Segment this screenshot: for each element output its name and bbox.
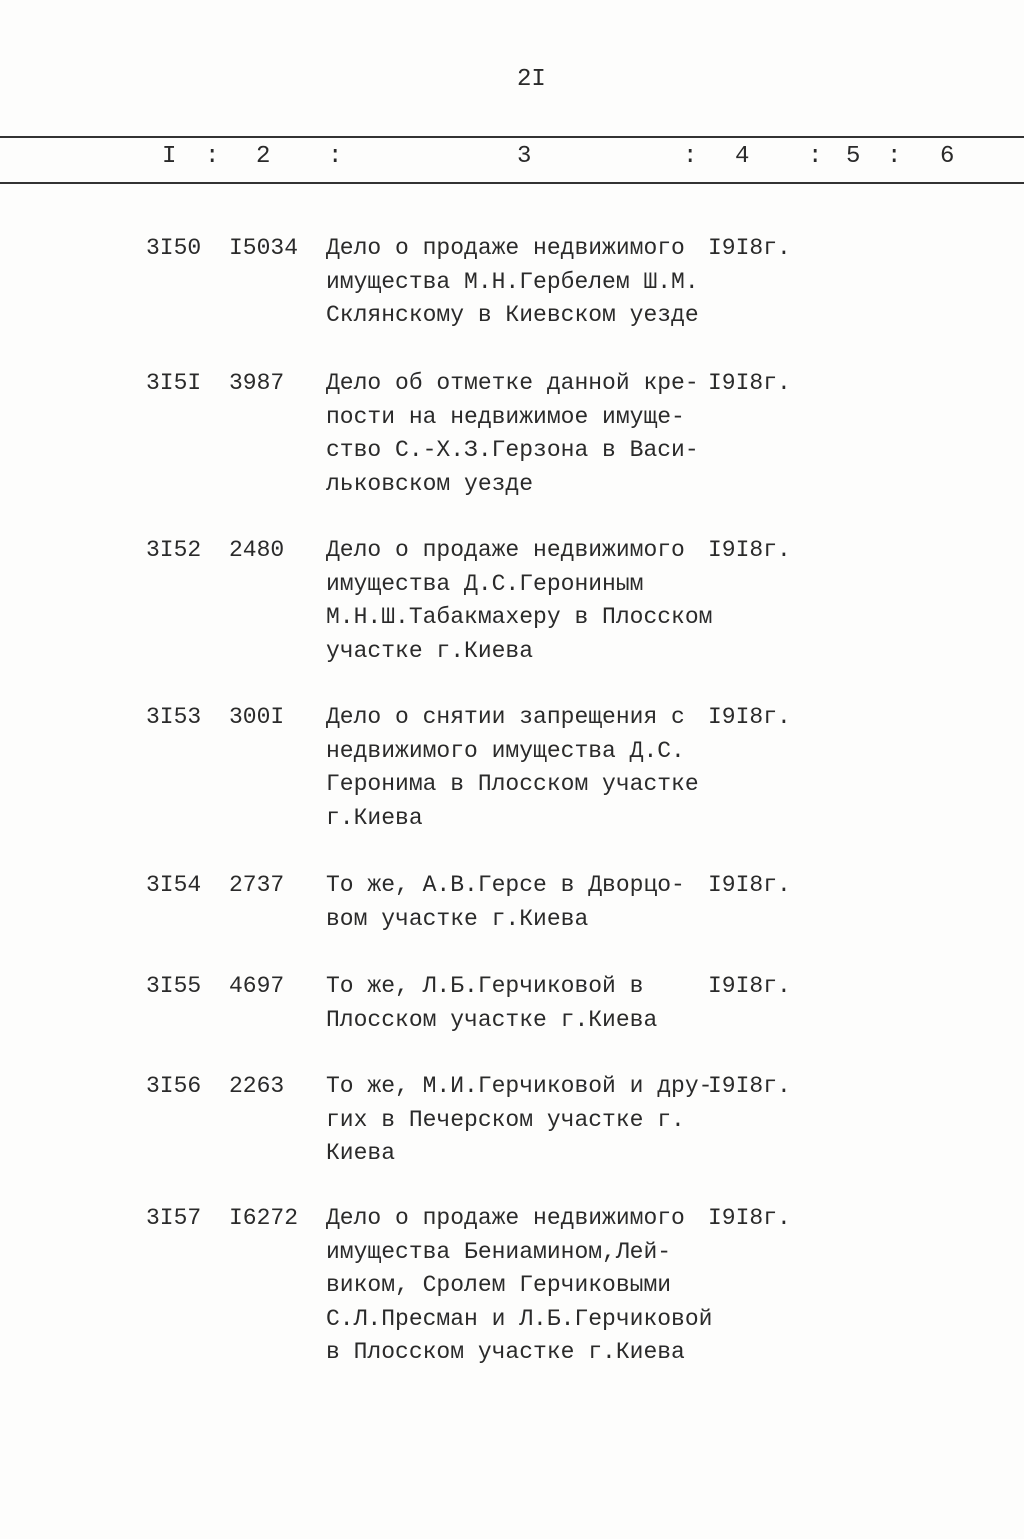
description-line: Дело о снятии запрещения с <box>326 704 685 730</box>
entry-year: I9I8г. <box>708 235 791 261</box>
entry-description <box>326 367 699 501</box>
description-line: участке г.Киева <box>326 637 534 664</box>
file-number: 300I <box>229 704 285 730</box>
column-separator: : <box>887 143 902 170</box>
description-line: гих в Печерском участке г. <box>326 1106 685 1133</box>
entry-number: 3I52 <box>146 537 202 563</box>
entry-description <box>326 970 657 1037</box>
entry-description <box>326 232 699 333</box>
column-separator: : <box>683 143 698 170</box>
entry-year: I9I8г. <box>708 704 791 730</box>
entry-description <box>326 1070 712 1171</box>
description-line: Дело о продаже недвижимого <box>326 235 685 261</box>
description-line: недвижимого имущества Д.С. <box>326 737 685 764</box>
description-line: вом участке г.Киева <box>326 905 589 932</box>
description-line: Склянскому в Киевском уезде <box>326 302 699 328</box>
entry-year: I9I8г. <box>708 1205 791 1231</box>
entry-description <box>326 869 685 936</box>
entry-year: I9I8г. <box>708 370 791 396</box>
column-separator: : <box>328 143 343 170</box>
description-line: Плосском участке г.Киева <box>326 1006 658 1033</box>
description-line: С.Л.Пресман и Л.Б.Герчиковой <box>326 1305 713 1332</box>
column-separator: : <box>205 143 220 170</box>
file-number: I6272 <box>229 1205 299 1231</box>
column-separator: : <box>808 143 823 170</box>
entry-year: I9I8г. <box>708 537 791 563</box>
entry-description <box>326 701 699 835</box>
entry-number: 3I50 <box>146 235 202 261</box>
column-header: 5 <box>846 143 861 170</box>
description-line: в Плосском участке г.Киева <box>326 1339 685 1365</box>
header-bottom-rule <box>0 182 1024 184</box>
entry-description <box>326 1202 712 1370</box>
entry-number: 3I57 <box>146 1205 202 1231</box>
file-number: 2737 <box>229 872 285 898</box>
column-header: 2 <box>256 143 271 170</box>
description-line: То же, Л.Б.Герчиковой в <box>326 973 644 999</box>
description-line: имущества М.Н.Гербелем Ш.М. <box>326 268 699 295</box>
description-line: То же, М.И.Герчиковой и дру- <box>326 1073 713 1099</box>
description-line: Дело о продаже недвижимого <box>326 537 685 563</box>
entry-year: I9I8г. <box>708 1073 791 1099</box>
file-number: 2480 <box>229 537 285 563</box>
entry-number: 3I5I <box>146 370 202 396</box>
column-header: 6 <box>940 143 955 170</box>
column-header: 4 <box>735 143 750 170</box>
file-number: 4697 <box>229 973 285 999</box>
description-line: То же, А.В.Герсе в Дворцо- <box>326 872 685 898</box>
entry-description <box>326 534 712 668</box>
description-line: льковском уезде <box>326 470 534 497</box>
description-line: Киева <box>326 1140 396 1166</box>
description-line: ство С.-Х.З.Герзона в Васи- <box>326 437 699 463</box>
description-line: Геронима в Плосском участке <box>326 771 699 797</box>
entry-number: 3I53 <box>146 704 202 730</box>
description-line: виком, Сролем Герчиковыми <box>326 1272 672 1298</box>
file-number: I5034 <box>229 235 299 261</box>
description-line: имущества Д.С.Герониным <box>326 570 644 597</box>
description-line: г.Киева <box>326 804 423 831</box>
description-line: пости на недвижимое имуще- <box>326 403 685 430</box>
description-line: имущества Бениамином,Лей- <box>326 1238 672 1265</box>
description-line: Дело о продаже недвижимого <box>326 1205 685 1231</box>
column-header: I <box>162 143 177 170</box>
description-line: Дело об отметке данной кре- <box>326 370 699 396</box>
entry-number: 3I56 <box>146 1073 202 1099</box>
entry-year: I9I8г. <box>708 973 791 999</box>
entry-number: 3I55 <box>146 973 202 999</box>
page-number: 2I <box>517 66 546 93</box>
entry-number: 3I54 <box>146 872 202 898</box>
description-line: М.Н.Ш.Табакмахеру в Плосском <box>326 604 713 630</box>
file-number: 2263 <box>229 1073 285 1099</box>
column-header: 3 <box>517 143 532 170</box>
file-number: 3987 <box>229 370 285 396</box>
header-top-rule <box>0 136 1024 138</box>
entry-year: I9I8г. <box>708 872 791 898</box>
